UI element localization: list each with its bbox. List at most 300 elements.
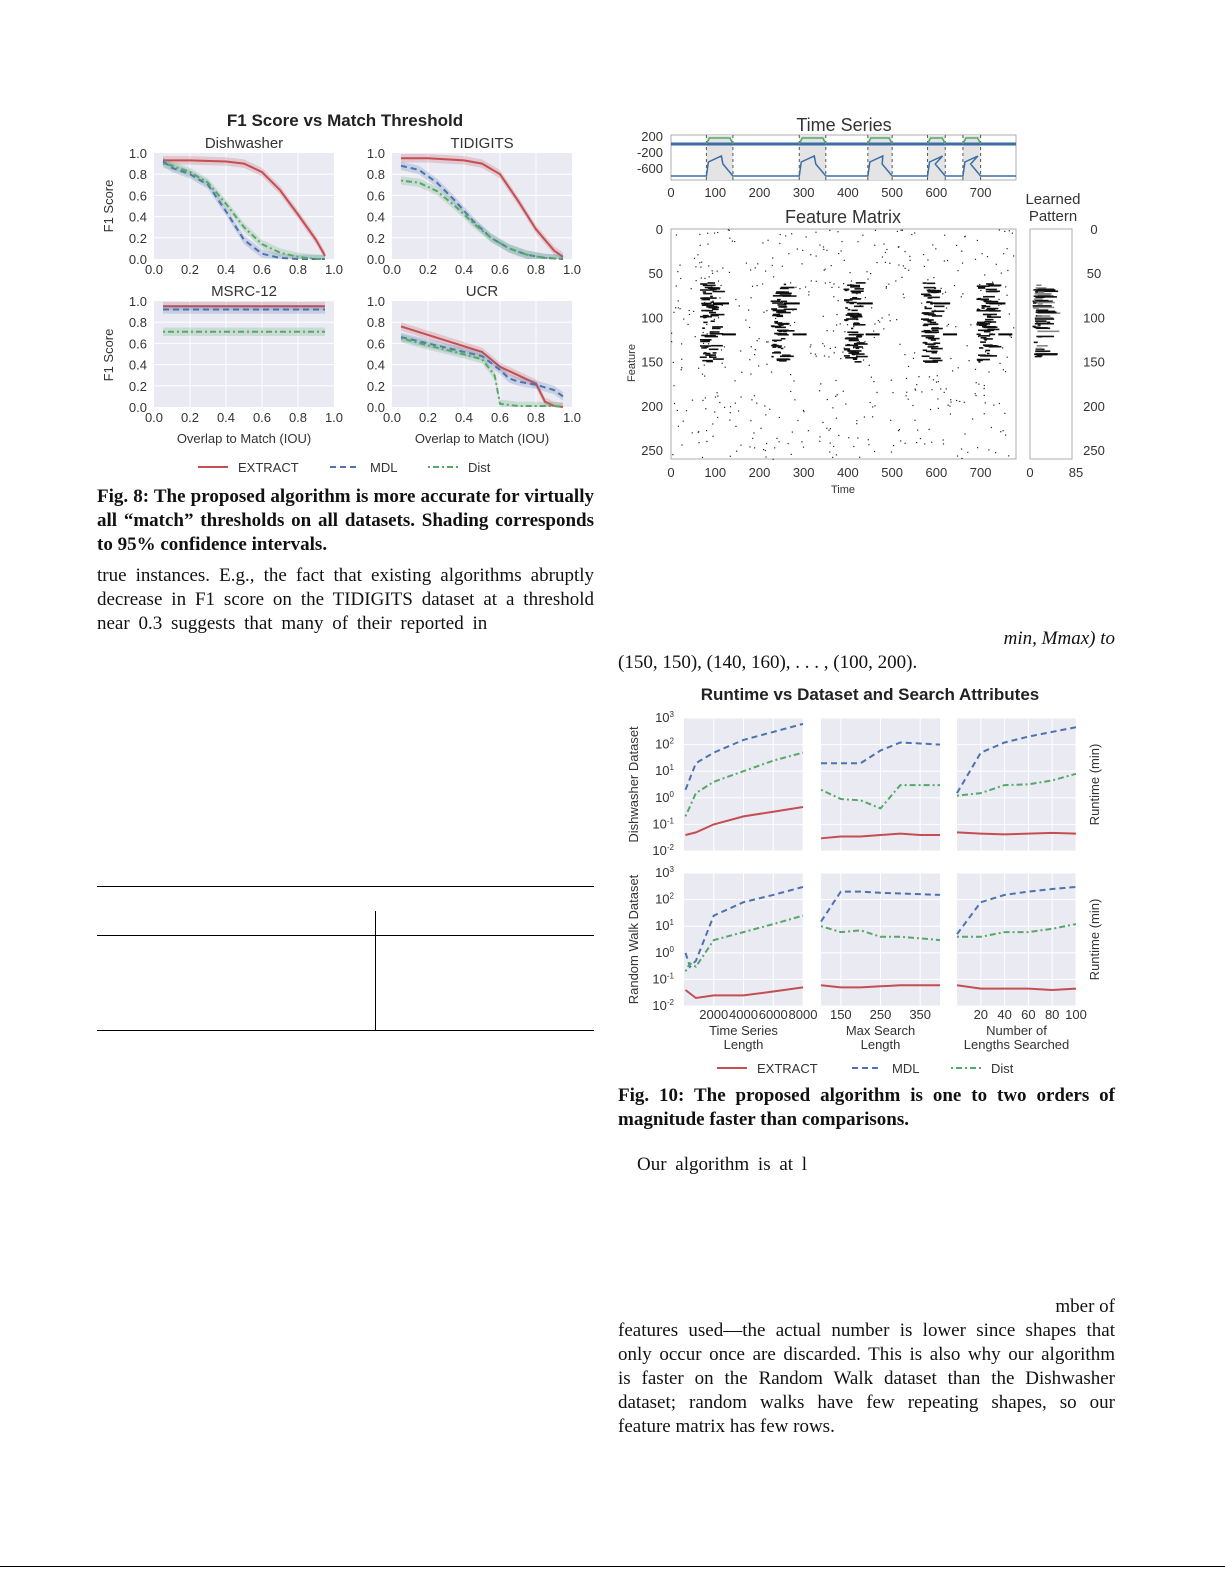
fig9-ylabel: Feature bbox=[626, 344, 638, 382]
fm-dot bbox=[911, 234, 912, 235]
fm-dot bbox=[864, 341, 865, 342]
fm-feature-mark bbox=[984, 331, 991, 333]
fm-dot bbox=[816, 281, 817, 282]
fm-dot bbox=[923, 254, 924, 255]
lp-feature-mark bbox=[1036, 312, 1057, 314]
lp-y-tick-label: 150 bbox=[1083, 354, 1105, 370]
fm-feature-mark bbox=[846, 302, 857, 304]
fm-dot bbox=[908, 399, 909, 400]
fm-dot bbox=[950, 402, 951, 403]
fm-dot bbox=[870, 273, 871, 274]
fm-feature-mark bbox=[779, 312, 791, 314]
fm-feature-mark bbox=[713, 291, 725, 293]
fm-dot bbox=[999, 363, 1000, 364]
fm-dot bbox=[882, 317, 883, 318]
fm-dot bbox=[872, 416, 873, 417]
fm-dot bbox=[687, 324, 688, 325]
fm-dot bbox=[896, 319, 897, 320]
fm-dot bbox=[917, 430, 918, 431]
fm-dot bbox=[816, 255, 817, 256]
fm-dot bbox=[714, 319, 715, 320]
fm-dot bbox=[720, 285, 721, 286]
fm-dot bbox=[730, 406, 731, 407]
fm-dot bbox=[729, 420, 730, 421]
fm-feature-mark bbox=[771, 308, 774, 310]
lp-feature-mark bbox=[1037, 355, 1043, 357]
fm-dot bbox=[808, 291, 809, 292]
fm-dot bbox=[678, 426, 679, 427]
fm-dot bbox=[1009, 335, 1010, 336]
fm-feature-mark bbox=[850, 316, 862, 318]
fm-dot bbox=[1008, 455, 1009, 456]
fm-feature-mark bbox=[923, 319, 934, 321]
fm-dot bbox=[671, 341, 672, 342]
table-header-rule bbox=[97, 935, 594, 936]
fm-feature-mark bbox=[924, 306, 926, 308]
fm-dot bbox=[904, 297, 905, 298]
fm-dot bbox=[760, 428, 761, 429]
fm-dot bbox=[841, 250, 842, 251]
fm-dot bbox=[790, 282, 791, 283]
fm-dot bbox=[895, 280, 896, 281]
fm-feature-mark bbox=[778, 323, 789, 325]
fm-feature-mark bbox=[701, 339, 704, 341]
fm-dot bbox=[791, 454, 792, 455]
lp-feature-mark bbox=[1038, 289, 1054, 291]
fm-feature-mark bbox=[989, 310, 1001, 312]
fm-feature-mark bbox=[932, 315, 942, 317]
fm-feature-mark bbox=[857, 302, 873, 304]
fm-dot bbox=[1005, 286, 1006, 287]
y-tick-label: $10^{-2}$ bbox=[652, 998, 674, 1013]
fm-feature-mark bbox=[713, 358, 724, 360]
fm-feature-mark bbox=[932, 330, 939, 332]
fm-dot bbox=[1006, 295, 1007, 296]
fm-feature-mark bbox=[844, 299, 853, 301]
fm-dot bbox=[810, 254, 811, 255]
fm-dot bbox=[724, 346, 725, 347]
fm-dot bbox=[774, 447, 775, 448]
right-line-1: features used—the actual number is lower since shapes that bbox=[618, 1320, 1115, 1341]
fm-feature-mark bbox=[711, 345, 723, 347]
fm-dot bbox=[964, 402, 965, 403]
fm-dot bbox=[898, 430, 899, 431]
fm-feature-mark bbox=[771, 356, 773, 358]
fm-feature-mark bbox=[845, 307, 848, 309]
fm-dot bbox=[764, 405, 765, 406]
fm-feature-mark bbox=[713, 352, 717, 354]
fm-dot bbox=[795, 287, 796, 288]
fm-dot bbox=[714, 411, 715, 412]
fm-dot bbox=[810, 346, 811, 347]
fm-feature-mark bbox=[708, 307, 716, 309]
fm-dot bbox=[833, 330, 834, 331]
fm-dot bbox=[716, 392, 717, 393]
fm-dot bbox=[705, 408, 706, 409]
fm-feature-mark bbox=[852, 334, 864, 336]
fm-feature-mark bbox=[703, 317, 705, 319]
fm-feature-mark bbox=[853, 346, 863, 348]
fm-dot bbox=[900, 440, 901, 441]
x-tick-label: 0.0 bbox=[382, 262, 402, 277]
x-tick-label: 8000 bbox=[788, 1007, 818, 1022]
fig8-chart bbox=[95, 105, 600, 485]
fm-feature-mark bbox=[984, 338, 993, 340]
fm-dot bbox=[908, 270, 909, 271]
fm-feature-mark bbox=[928, 331, 939, 333]
fm-dot bbox=[921, 303, 922, 304]
fm-feature-mark bbox=[772, 302, 783, 304]
fm-dot bbox=[699, 262, 700, 263]
y-tick-label: $10^3$ bbox=[655, 710, 674, 725]
fm-feature-mark bbox=[989, 291, 1000, 293]
fm-dot bbox=[985, 351, 986, 352]
fm-dot bbox=[937, 398, 938, 399]
fm-dot bbox=[797, 248, 798, 249]
fm-feature-mark bbox=[848, 309, 851, 311]
fm-dot bbox=[754, 447, 755, 448]
x-tick-label: 0.8 bbox=[526, 410, 546, 425]
fm-feature-mark bbox=[924, 295, 932, 297]
fm-dot bbox=[719, 402, 720, 403]
left-line-3: near 0.3 suggests that many of their reported in bbox=[97, 613, 488, 634]
column-xlabel-2: Length bbox=[723, 1037, 764, 1052]
fm-dot bbox=[772, 265, 773, 266]
fm-dot bbox=[873, 330, 874, 331]
fm-feature-mark bbox=[989, 302, 1005, 304]
fm-dot bbox=[806, 236, 807, 237]
fm-feature-mark bbox=[857, 342, 865, 344]
fm-feature-mark bbox=[983, 344, 993, 346]
fm-feature-mark bbox=[845, 320, 847, 322]
fm-dot bbox=[712, 273, 713, 274]
fm-dot bbox=[1003, 253, 1004, 254]
fm-dot bbox=[803, 410, 804, 411]
fm-dot bbox=[698, 432, 699, 433]
fm-dot bbox=[931, 389, 932, 390]
row-label: Dishwasher Dataset bbox=[626, 726, 641, 843]
fm-dot bbox=[691, 288, 692, 289]
fm-dot bbox=[832, 457, 833, 458]
fm-dot bbox=[757, 285, 758, 286]
fm-feature-mark bbox=[981, 307, 984, 309]
fm-feature-mark bbox=[931, 348, 933, 350]
fm-dot bbox=[835, 347, 836, 348]
fm-dot bbox=[950, 413, 951, 414]
x-tick-label: 0.2 bbox=[180, 410, 200, 425]
fm-feature-mark bbox=[976, 298, 989, 300]
y-tick-label: $10^1$ bbox=[655, 763, 674, 779]
right-line-3: is faster on the Random Walk dataset than the Dishwasher bbox=[618, 1368, 1115, 1389]
fm-dot bbox=[998, 299, 999, 300]
x-tick-label: 6000 bbox=[758, 1007, 788, 1022]
fm-dot bbox=[885, 252, 886, 253]
fm-dot bbox=[708, 265, 709, 266]
fm-feature-mark bbox=[704, 340, 710, 342]
fm-dot bbox=[740, 396, 741, 397]
fm-dot bbox=[838, 253, 839, 254]
fm-dot bbox=[702, 400, 703, 401]
lp-feature-mark bbox=[1037, 315, 1050, 317]
fm-dot bbox=[945, 292, 946, 293]
fm-dot bbox=[707, 244, 708, 245]
fm-dot bbox=[856, 420, 857, 421]
panel-bg bbox=[957, 718, 1076, 851]
fm-dot bbox=[695, 266, 696, 267]
fm-dot bbox=[730, 412, 731, 413]
fm-dot bbox=[808, 294, 809, 295]
fm-dot bbox=[766, 364, 767, 365]
fm-dot bbox=[999, 403, 1000, 404]
fm-dot bbox=[746, 263, 747, 264]
fm-dot bbox=[706, 430, 707, 431]
fm-feature-mark bbox=[854, 306, 864, 308]
fm-dot bbox=[916, 442, 917, 443]
right-fragment-3: mber of bbox=[1055, 1296, 1115, 1317]
fm-dot bbox=[833, 283, 834, 284]
fm-feature-mark bbox=[851, 328, 853, 330]
fm-feature-mark bbox=[710, 296, 713, 298]
fm-dot bbox=[829, 282, 830, 283]
lp-feature-mark bbox=[1035, 323, 1054, 325]
fm-dot bbox=[823, 249, 824, 250]
fm-dot bbox=[961, 458, 962, 459]
fm-dot bbox=[681, 359, 682, 360]
fm-dot bbox=[867, 279, 868, 280]
fm-dot bbox=[758, 338, 759, 339]
fm-dot bbox=[718, 317, 719, 318]
panel-bg bbox=[957, 873, 1076, 1006]
legend-label-dist: Dist bbox=[468, 460, 491, 475]
fm-dot bbox=[681, 369, 682, 370]
fm-dot bbox=[769, 409, 770, 410]
right-paragraph-start: Our algorithm is at l bbox=[637, 1154, 808, 1175]
lp-feature-mark bbox=[1035, 318, 1054, 320]
fm-feature-mark bbox=[703, 291, 706, 293]
fm-dot bbox=[819, 436, 820, 437]
fm-dot bbox=[890, 420, 891, 421]
fm-feature-mark bbox=[851, 351, 856, 353]
fm-feature-mark bbox=[704, 352, 707, 354]
fig10-panel-r1-c1 bbox=[821, 873, 940, 1022]
lp-feature-mark bbox=[1038, 292, 1045, 294]
lp-y-tick-label: 200 bbox=[1083, 398, 1105, 414]
fm-dot bbox=[844, 260, 845, 261]
fm-dot bbox=[830, 442, 831, 443]
fm-feature-mark bbox=[985, 350, 990, 352]
fm-dot bbox=[776, 438, 777, 439]
fm-dot bbox=[835, 396, 836, 397]
table-col-divider bbox=[375, 911, 376, 1031]
fm-dot bbox=[810, 353, 811, 354]
fm-feature-mark bbox=[923, 325, 929, 327]
y-tick-label: 1.0 bbox=[128, 146, 147, 161]
fm-dot bbox=[750, 269, 751, 270]
fm-feature-mark bbox=[985, 327, 995, 329]
fm-frame bbox=[671, 229, 1016, 459]
fm-dot bbox=[875, 230, 876, 231]
fm-dot bbox=[766, 310, 767, 311]
fig9-ts-title: Time Series bbox=[796, 115, 892, 135]
x-tick-label: 0.0 bbox=[144, 262, 164, 277]
legend-label-extract: EXTRACT bbox=[238, 460, 299, 475]
fm-dot bbox=[901, 277, 902, 278]
fm-dot bbox=[1002, 347, 1003, 348]
y-axis-label: F1 Score bbox=[101, 179, 116, 233]
y-tick-label: 1.0 bbox=[128, 294, 147, 309]
fm-dot bbox=[696, 280, 697, 281]
fm-feature-mark bbox=[977, 309, 980, 311]
fm-x-tick-label: 100 bbox=[704, 465, 727, 480]
fm-feature-mark bbox=[709, 312, 716, 314]
fm-dot bbox=[834, 352, 835, 353]
y-tick-label: 0.4 bbox=[128, 209, 147, 225]
fm-dot bbox=[1009, 230, 1010, 231]
fm-dot bbox=[706, 324, 707, 325]
fm-dot bbox=[701, 262, 702, 263]
y-tick-label: 0.0 bbox=[128, 252, 147, 267]
fm-feature-mark bbox=[784, 284, 786, 286]
fm-dot bbox=[683, 318, 684, 319]
column-xlabel-1: Number of bbox=[986, 1023, 1047, 1038]
fm-dot bbox=[909, 256, 910, 257]
x-tick-label: 0.2 bbox=[418, 262, 438, 277]
fm-dot bbox=[906, 392, 907, 393]
x-tick-label: 60 bbox=[1021, 1007, 1036, 1022]
fm-feature-mark bbox=[932, 335, 935, 337]
fig8-panel-tidigits bbox=[367, 135, 581, 277]
fm-dot bbox=[1007, 357, 1008, 358]
right-line-2: only occur once are discarded. This is also why our algorithm bbox=[618, 1344, 1115, 1365]
fm-feature-mark bbox=[711, 282, 715, 284]
column-xlabel-1: Time Series bbox=[709, 1023, 778, 1038]
fm-dot bbox=[735, 403, 736, 404]
fm-dot bbox=[714, 233, 715, 234]
fm-dot bbox=[751, 399, 752, 400]
fm-dot bbox=[933, 379, 934, 380]
fm-dot bbox=[859, 457, 860, 458]
fm-dot bbox=[707, 333, 708, 334]
fm-dot bbox=[946, 388, 947, 389]
fm-dot bbox=[801, 441, 802, 442]
fm-dot bbox=[882, 256, 883, 257]
fm-x-tick-label: 500 bbox=[881, 465, 904, 480]
fig9-xlabel: Time bbox=[830, 484, 856, 496]
fm-dot bbox=[996, 264, 997, 265]
fm-dot bbox=[835, 380, 836, 381]
fm-feature-mark bbox=[931, 297, 939, 299]
fm-dot bbox=[750, 297, 751, 298]
fig8-panel-msrc-12 bbox=[129, 283, 343, 425]
fig10-panel-r0-c0 bbox=[652, 710, 803, 858]
fm-dot bbox=[910, 260, 911, 261]
fm-dot bbox=[883, 243, 884, 244]
fm-feature-mark bbox=[846, 357, 849, 359]
y-tick-label: 1.0 bbox=[366, 294, 385, 309]
x-tick-label: 0.6 bbox=[252, 262, 272, 277]
fm-dot bbox=[886, 249, 887, 250]
y-tick-label: 0.2 bbox=[366, 378, 385, 394]
fm-dot bbox=[856, 423, 857, 424]
fm-dot bbox=[700, 267, 701, 268]
fm-dot bbox=[672, 454, 673, 455]
fm-y-tick-label: 50 bbox=[648, 266, 663, 282]
fig10-title: Runtime vs Dataset and Search Attributes bbox=[700, 685, 1040, 704]
fm-dot bbox=[874, 245, 875, 246]
fm-dot bbox=[692, 432, 693, 433]
fm-dot bbox=[689, 310, 690, 311]
fm-dot bbox=[851, 280, 852, 281]
fm-dot bbox=[927, 259, 928, 260]
fm-feature-mark bbox=[844, 289, 850, 291]
lp-feature-mark bbox=[1034, 295, 1054, 297]
fm-dot bbox=[822, 422, 823, 423]
ts-x-tick-label: 500 bbox=[881, 185, 904, 200]
fm-dot bbox=[987, 256, 988, 257]
fm-feature-mark bbox=[852, 292, 861, 294]
fm-dot bbox=[942, 293, 943, 294]
fig10-chart bbox=[618, 680, 1118, 1080]
fm-dot bbox=[833, 296, 834, 297]
fm-dot bbox=[847, 324, 848, 325]
legend-label-extract: EXTRACT bbox=[757, 1061, 818, 1076]
fig8-caption: Fig. 8: The proposed algorithm is more accurate for virtually all “match” thresholds on all datasets. Shading corresponds to 95% confidence intervals. bbox=[97, 486, 594, 555]
fm-dot bbox=[948, 324, 949, 325]
fm-y-tick-label: 0 bbox=[655, 222, 663, 237]
fm-feature-mark bbox=[781, 301, 787, 303]
fm-feature-mark bbox=[781, 348, 784, 350]
fm-feature-mark bbox=[979, 347, 983, 349]
fm-feature-mark bbox=[701, 297, 709, 299]
fm-dot bbox=[765, 450, 766, 451]
fig10-caption: Fig. 10: The proposed algorithm is one to two orders of magnitude faster than comparisons. bbox=[618, 1085, 1115, 1130]
right-fragment-1-text: min, Mmax) to bbox=[1003, 628, 1115, 649]
y-tick-label: 0.8 bbox=[366, 167, 385, 183]
fm-dot bbox=[905, 268, 906, 269]
fm-dot bbox=[725, 367, 726, 368]
fm-dot bbox=[785, 235, 786, 236]
fm-dot bbox=[878, 320, 879, 321]
fm-feature-mark bbox=[845, 345, 858, 347]
fm-dot bbox=[984, 385, 985, 386]
y-axis-label: F1 Score bbox=[101, 328, 116, 382]
fm-dot bbox=[1002, 430, 1003, 431]
fm-dot bbox=[906, 395, 907, 396]
right-fragment-2: (150, 150), (140, 160), . . . , (100, 200). bbox=[618, 652, 918, 673]
right-paragraph-2 bbox=[618, 1319, 1115, 1439]
fm-dot bbox=[730, 456, 731, 457]
fm-dot bbox=[702, 374, 703, 375]
fm-dot bbox=[816, 356, 817, 357]
fm-dot bbox=[756, 403, 757, 404]
x-tick-label: 0.4 bbox=[454, 262, 474, 277]
fm-feature-mark bbox=[781, 338, 785, 340]
fm-dot bbox=[946, 307, 947, 308]
fm-dot bbox=[962, 293, 963, 294]
lp-x-tick-label: 0 bbox=[1026, 465, 1034, 480]
fm-dot bbox=[831, 287, 832, 288]
fm-dot bbox=[811, 280, 812, 281]
lp-feature-mark bbox=[1036, 284, 1041, 286]
fm-dot bbox=[700, 245, 701, 246]
fm-feature-mark bbox=[780, 288, 789, 290]
fm-dot bbox=[808, 430, 809, 431]
fm-dot bbox=[754, 395, 755, 396]
x-tick-label: 0.0 bbox=[144, 410, 164, 425]
fm-x-tick-label: 200 bbox=[748, 465, 771, 480]
fm-dot bbox=[879, 321, 880, 322]
fm-dot bbox=[801, 263, 802, 264]
